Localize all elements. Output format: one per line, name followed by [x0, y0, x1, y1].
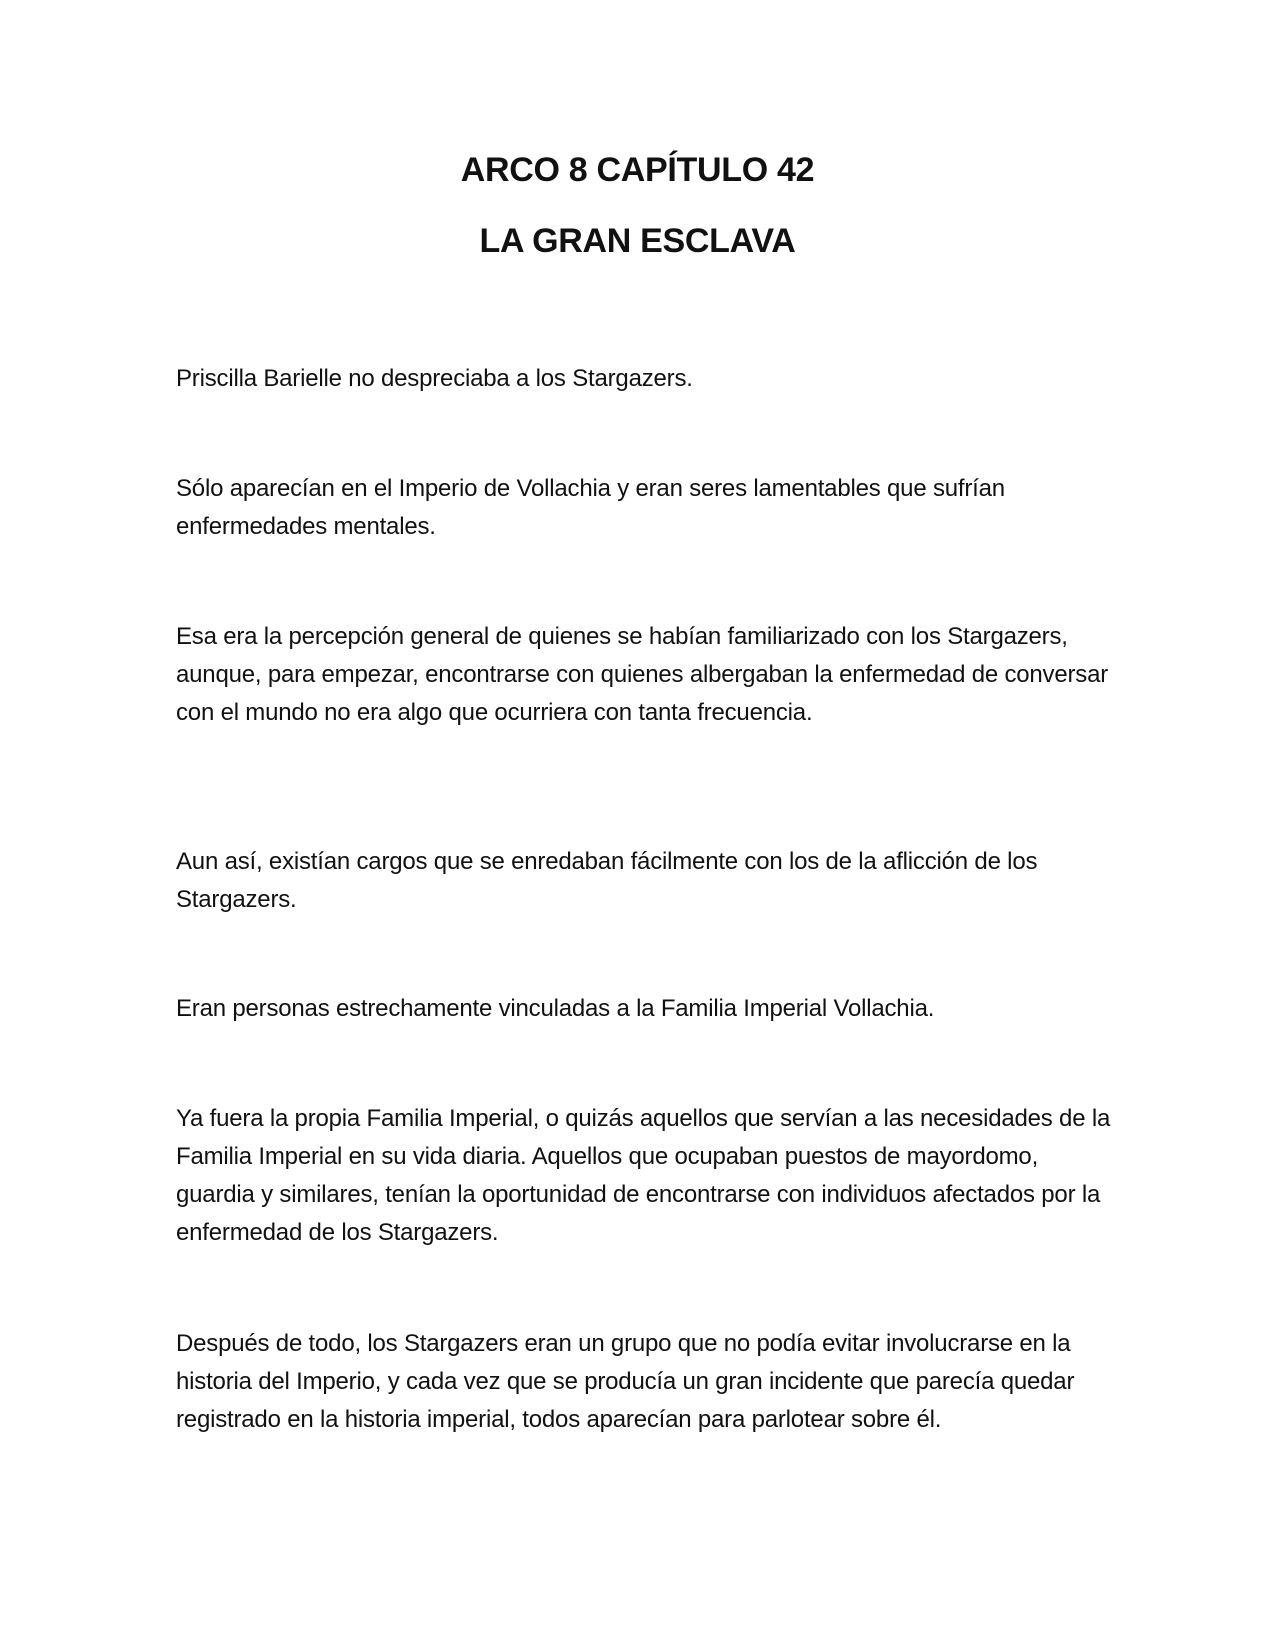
paragraph: Esa era la percepción general de quienes se habían familiarizado con los Stargazers, aunque, para empezar, encontrarse con quienes albergaban la enfermedad de conversar con el mundo no era algo que ocurriera con tanta frecuencia.: [176, 623, 1109, 726]
chapter-heading: [0, 150, 1275, 261]
paragraph: Después de todo, los Stargazers eran un grupo que no podía evitar involucrarse en la historia del Imperio, y cada vez que se producía un gran incidente que parecía quedar registrado en la historia imperial, todos aparecían para parlotear sobre él.: [176, 1330, 1075, 1433]
paragraph: Eran personas estrechamente vinculadas a la Familia Imperial Vollachia.: [176, 995, 935, 1022]
paragraph: Priscilla Barielle no despreciaba a los Stargazers.: [176, 365, 693, 392]
chapter-name-title: LA GRAN ESCLAVA: [479, 222, 796, 260]
paragraph: Aun así, existían cargos que se enredaban fácilmente con los de la aflicción de los Stargazers.: [176, 848, 1038, 913]
paragraph: Sólo aparecían en el Imperio de Vollachia y eran seres lamentables que sufrían enfermedades mentales.: [176, 475, 1005, 540]
chapter-number-title: ARCO 8 CAPÍTULO 42: [460, 151, 815, 189]
paragraph: Ya fuera la propia Familia Imperial, o quizás aquellos que servían a las necesidades de la Familia Imperial en su vida diaria. Aquellos que ocupaban puestos de mayordomo, guardia y similares, tenían la oportunidad de encontrarse con individuos afectados por la enfermedad de los Stargazers.: [176, 1105, 1111, 1246]
